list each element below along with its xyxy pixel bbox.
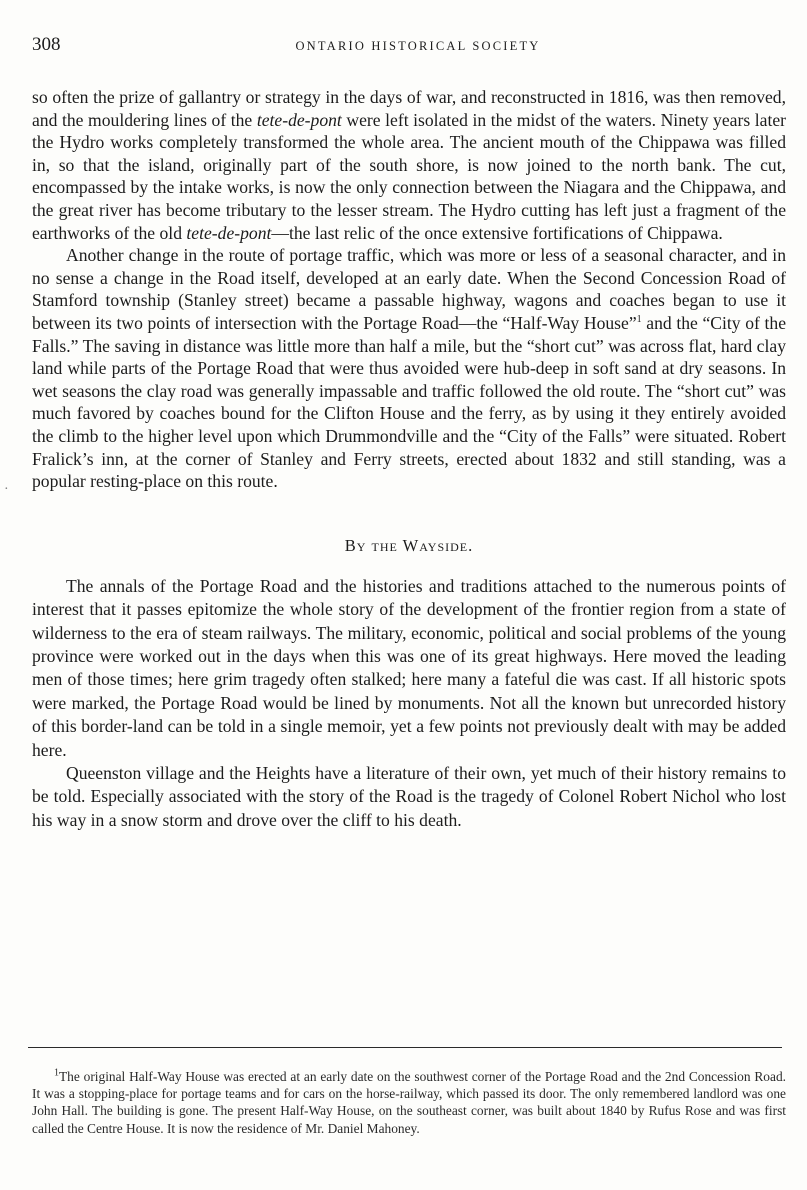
paragraph-2-part-a: Another change in the route of portage traffic, which was more or less of a seasonal character, and in no sense a change in the Road itself, developed at an early date. When the Second Concession Road of Stamford township (Stanley street) became a passable highway, wagons and coaches began to use it between its two points of intersection with the Portage Road—the “Half-Way House” bbox=[32, 245, 786, 333]
paragraph-3: The annals of the Portage Road and the histories and traditions attached to the numerous points of interest that it passes epitomize the whole story of the development of the frontier region from a state of wilderness to the era of steam railways. The military, economic, political and social problems of the young province were worked out in the days when this was one of its great highways. Here moved the leading men of those times; here grim tragedy often stalked; here many a fateful die was cast. If all historic spots were marked, the Portage Road would be lined by monuments. Not all the known but unrecorded history of this border-land can be told in a single memoir, yet a few points not previously dealt with may be added here. bbox=[32, 575, 786, 760]
paragraph-1 bbox=[32, 86, 786, 244]
italic-tete-de-pont: tete-de-pont bbox=[256, 109, 342, 130]
paragraph-1-part-e: —the last relic of the once extensive fortifications of Chippawa. bbox=[271, 222, 723, 243]
paragraph-1-part-a: so often the prize of gallantry or strategy in the days of war, and reconstructed in 1816, was then removed, and the mouldering lines of the bbox=[32, 87, 786, 130]
footnote-rule bbox=[28, 1047, 782, 1048]
footnote-1 bbox=[32, 1068, 786, 1137]
paragraph-4: Queenston village and the Heights have a literature of their own, yet much of their history remains to be told. Especially associated with the story of the Road is the tragedy of Colonel Robert Nichol who lost his way in a snow storm and drove over the cliff to his death. bbox=[32, 762, 786, 830]
footnote-1-marker: 1 bbox=[54, 1067, 59, 1079]
margin-mark: · bbox=[4, 482, 9, 497]
section-heading: By the Wayside. bbox=[344, 535, 474, 555]
italic-tete-de-pont-2: tete-de-pont bbox=[186, 222, 272, 243]
body-text bbox=[32, 86, 786, 832]
running-head bbox=[32, 34, 784, 56]
footnote-marker: 1 bbox=[636, 314, 642, 326]
paragraph-2-part-b: and the “City of the Falls.” The saving in distance was little more than half a mile, but the “short cut” was across flat, hard clay land while parts of the Portage Road that were thus avoided were hub-deep in soft sand at dry seasons. In wet seasons the clay road was generally impassable and traffic followed the old route. The “short cut” was much favored by coaches bound for the Clifton House and the ferry, as by using it they entirely avoided the climb to the higher level upon which Drummondville and the “City of the Falls” were situated. Robert Fralick’s inn, at the corner of Stanley and Ferry streets, erected about 1832 and still standing, was a popular resting-place on this route. bbox=[32, 312, 786, 492]
journal-title: ONTARIO HISTORICAL SOCIETY bbox=[295, 39, 541, 53]
paragraph-2 bbox=[32, 244, 786, 493]
footnote-1-text: The original Half-Way House was erected at an early date on the southwest corner of the Portage Road and the 2nd Concession Road. It was a stopping-place for portage teams and for cars on the horse-railway, which passed its door. The only remembered landlord was one John Hall. The building is gone. The present Half-Way House, on the southeast corner, was built about 1840 by Rufus Rose and was first called the Centre House. It is now the residence of Mr. Daniel Mahoney. bbox=[32, 1069, 786, 1136]
page-number: 308 bbox=[32, 34, 61, 55]
paragraph-1-part-c: were left isolated in the midst of the waters. Ninety years later the Hydro works completely transformed the whole area. The ancient mouth of the Chippawa was filled in, so that the island, originally part of the south shore, is now joined to the north bank. The cut, encompassed by the intake works, is now the only connection between the Niagara and the Chippawa, and the great river has become tributary to the lesser stream. The Hydro cutting has left just a fragment of the earthworks of the old bbox=[32, 109, 787, 243]
footnotes bbox=[32, 1068, 786, 1137]
